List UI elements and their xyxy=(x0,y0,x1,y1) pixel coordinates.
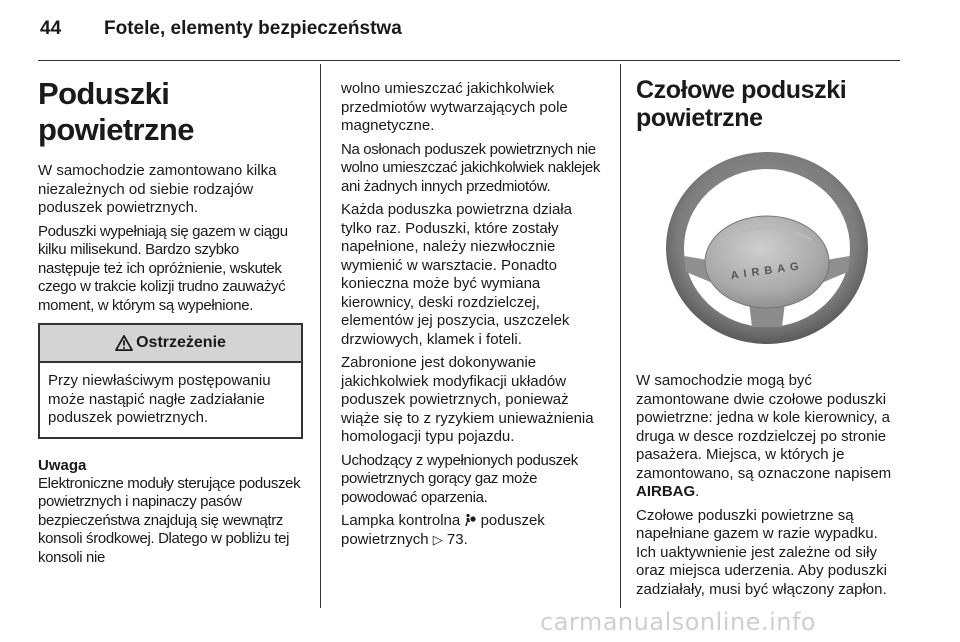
column-divider xyxy=(320,64,321,608)
lamp-text: poduszek powietrznych xyxy=(341,512,545,548)
paragraph: Każda poduszka powietrzna działa tylko raz. Poduszki, które zostały napełnione, należy niezwłocznie wymienić w warsztacie. Ponadto konieczna może być wymiana kierownicy, deski rozdzielczej, elementów jej poszycia, uszczelek drzwiowych, klamek i foteli. xyxy=(341,201,572,348)
header-rule xyxy=(38,60,900,61)
steering-wheel-image xyxy=(636,144,898,349)
paragraph: Czołowe poduszki powietrzne są napełniane gazem w razie wypadku. Ich uaktywnienie jest zależne od siły oraz miejsca uderzenia. Aby poduszki zadziałały, musi być włączony zapłon. xyxy=(636,506,887,598)
lamp-text: Lampka kontrolna xyxy=(341,512,461,529)
paragraph xyxy=(636,372,900,502)
warning-triangle-icon xyxy=(115,335,133,351)
chapter-title: Fotele, elementy bezpieczeństwa xyxy=(104,18,402,39)
paragraph: Poduszki wypełniają się gazem w ciągu kilku milisekund. Bardzo szybko następuje też ich opróżnienie, wskutek czego w trakcie kolizji trudno zauważyć moment, w którym są wypełnione. xyxy=(38,222,288,314)
paragraph-lamp xyxy=(341,512,603,549)
column-2 xyxy=(341,80,603,554)
paragraph: Zabronione jest dokonywanie jakichkolwiek modyfikacji układów poduszek powietrznych, ponieważ wiąże się to z ryzykiem unieważnienia homologacji typu pojazdu. xyxy=(341,354,594,445)
page-header xyxy=(40,18,402,48)
paragraph-text: W samochodzie mogą być zamontowane dwie czołowe poduszki powietrzne: jedna w kole kierownicy, a druga w desce rozdzielczej po stronie pasażera. Miejsca, w których je zamontowano, są oznaczone napisem xyxy=(636,372,892,482)
page-number: 44 xyxy=(40,18,62,39)
paragraph: wolno umieszczać jakichkolwiek przedmiotów wytwarzających pole magnetyczne. xyxy=(341,80,568,134)
note-title: Uwaga xyxy=(38,456,87,474)
column-1 xyxy=(38,70,303,572)
warning-title: Ostrzeżenie xyxy=(136,334,226,351)
reference-arrow-icon: ▷ xyxy=(432,531,443,547)
page-reference: 73. xyxy=(446,530,468,548)
note-text: Elektroniczne moduły sterujące poduszek powietrznych i napinaczy pasów bezpieczeństwa znajdują się wewnątrz konsoli środkowej. Dlatego w pobliżu tej konsoli nie xyxy=(38,474,301,566)
airbag-word: AIRBAG xyxy=(636,483,696,500)
warning-box xyxy=(38,323,303,439)
warning-text: Przy niewłaściwym postępowaniu może nastąpić nagłe zadziałanie poduszek powietrznych. xyxy=(48,372,271,426)
column-3 xyxy=(636,70,900,604)
section-heading: Poduszki powietrzne xyxy=(38,76,194,147)
airbag-warning-lamp-icon xyxy=(464,513,476,527)
warning-header xyxy=(40,325,301,363)
watermark: carmanualsonline.info xyxy=(540,608,817,636)
paragraph-text: . xyxy=(695,483,700,500)
section-heading: Czołowe poduszki powietrzne xyxy=(636,76,847,132)
paragraph: Uchodzący z wypełnionych poduszek powietrznych gorący gaz może powodować oparzenia. xyxy=(341,451,578,506)
paragraph: W samochodzie zamontowano kilka niezależnych od siebie rodzajów poduszek powietrznych. xyxy=(38,162,277,216)
paragraph: Na osłonach poduszek powietrznych nie wolno umieszczać jakichkolwiek naklejek ani żadnych innych przedmiotów. xyxy=(341,140,600,195)
airbag-label: AIRBAG xyxy=(729,259,805,283)
column-divider xyxy=(620,64,621,608)
